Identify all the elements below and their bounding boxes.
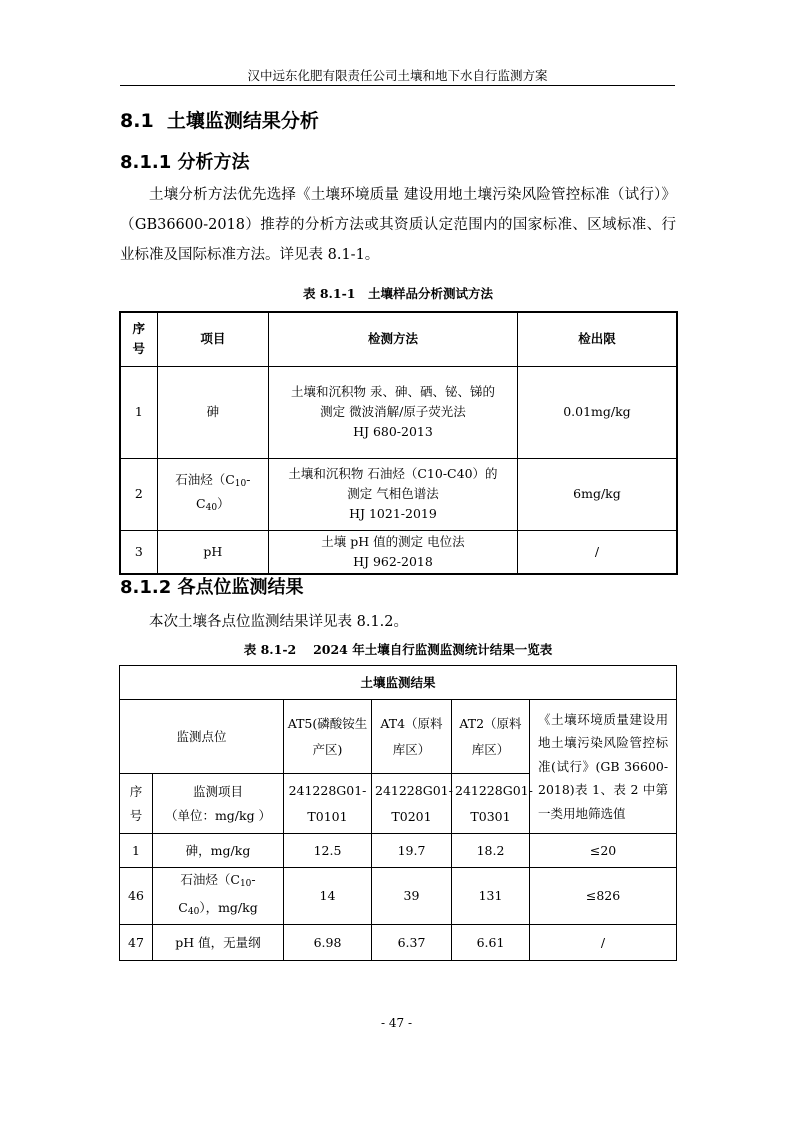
table1-caption: 表 8.1-1 土壤样品分析测试方法 [303,286,493,301]
table-title-row [120,666,677,700]
cell-item: pH [157,530,268,574]
subscript: 10 [234,479,247,489]
monitoring-results-table [119,665,677,961]
method-line: 测定 气相色谱法 [347,486,439,501]
item-text: ） [217,496,230,511]
cell-item: 砷 [157,366,268,458]
paragraph-text: 土壤分析方法优先选择《土壤环境质量 建设用地土壤污染风险管控标准（试行）》（GB36600-2018）推荐的分析方法或其资质认定范围内的国家标准、区域标准、行业标准及国际标准方法。详见表 8.1-1。 [120,187,676,263]
table-title: 土壤监测结果 [120,666,677,700]
table-header-row [120,700,677,774]
sample-id: 241228G01-T0101 [284,774,372,834]
cell-item [157,458,268,530]
item-text: C [178,900,188,915]
section-number: 8.1.1 [120,152,172,173]
header-divider [120,85,675,86]
page-number: - 47 - [380,1016,412,1030]
cell-standard: / [530,925,677,961]
section-heading-8-1 [120,106,319,133]
cell-no: 47 [120,925,153,961]
item-text: C [196,496,206,511]
cell-value: 6.98 [284,925,372,961]
cell-value: 6.37 [372,925,452,961]
results-paragraph [120,607,676,637]
cell-limit: 6mg/kg [517,458,677,530]
item-text: ），mg/kg [199,900,258,915]
item-text: - [246,472,251,487]
section-heading-8-1-1 [120,148,250,174]
cell-limit: 0.01mg/kg [517,366,677,458]
point-at2: AT2（原料库区） [452,700,530,774]
cell-item: pH 值，无量纲 [153,925,284,961]
subscript: 40 [205,503,218,513]
sample-id: 241228G01-T0201 [372,774,452,834]
item-text: - [251,872,256,887]
header-item: 项目 [157,312,268,366]
section-number: 8.1 [120,110,154,132]
cell-method [269,530,518,574]
table-row [120,868,677,925]
cell-no: 1 [120,834,153,868]
cell-value: 12.5 [284,834,372,868]
method-line: 土壤 pH 值的测定 电位法 [321,533,465,549]
sample-id: 241228G01-T0301 [452,774,530,834]
item-text: 石油烃（C [180,872,240,887]
table-row [120,458,677,530]
item-label [153,774,284,834]
cell-method [269,458,518,530]
method-line: 土壤和沉积物 石油烃（C10-C40）的 [288,466,498,481]
section-title: 分析方法 [177,152,250,173]
table-row [120,834,677,868]
table-header-row [120,312,677,366]
header-limit: 检出限 [517,312,677,366]
item-text: 石油烃（C [175,472,235,487]
method-line: HJ 1021-2019 [349,506,437,521]
section-heading-8-1-2 [120,573,304,599]
method-line: HJ 962-2018 [353,553,433,569]
standard-header: 《土壤环境质量建设用地土壤污染风险管控标准(试行》(GB 36600-2018)表 1、表 2 中第一类用地筛选值 [530,700,677,834]
method-line: 测定 微波消解/原子荧光法 [320,404,466,419]
table-row [120,530,677,574]
subscript: 10 [239,879,252,889]
point-label: 监测点位 [120,700,284,774]
cell-no: 2 [120,458,157,530]
cell-limit: / [517,530,677,574]
section-number: 8.1.2 [120,577,172,598]
cell-value: 131 [452,868,530,925]
point-at5: AT5(磷酸铵生产区) [284,700,372,774]
table-row [120,366,677,458]
section-title: 各点位监测结果 [177,577,304,598]
analysis-method-paragraph [120,180,676,270]
cell-no: 1 [120,366,157,458]
header-no: 序号 [120,312,157,366]
subscript: 40 [187,907,200,917]
cell-item: 砷，mg/kg [153,834,284,868]
cell-no: 46 [120,868,153,925]
cell-value: 6.61 [452,925,530,961]
cell-value: 18.2 [452,834,530,868]
cell-item [153,868,284,925]
cell-no: 3 [120,530,157,574]
cell-method [269,366,518,458]
cell-value: 19.7 [372,834,452,868]
method-line: 土壤和沉积物 汞、砷、硒、铋、锑的 [290,384,495,399]
header-method: 检测方法 [269,312,518,366]
method-line: HJ 680-2013 [353,424,433,439]
item-label-line: （单位：mg/kg ） [164,807,272,823]
cell-standard: ≤826 [530,868,677,925]
table-row [120,925,677,961]
point-at4: AT4（原料库区） [372,700,452,774]
section-title: 土壤监测结果分析 [166,110,319,132]
no-label: 序号 [120,774,153,834]
cell-value: 14 [284,868,372,925]
page-header: 汉中远东化肥有限责任公司土壤和地下水自行监测方案 [247,68,548,83]
cell-value: 39 [372,868,452,925]
table2-caption: 表 8.1-2 2024 年土壤自行监测监测统计结果一览表 [243,642,553,657]
item-label-line: 监测项目 [192,783,243,799]
cell-standard: ≤20 [530,834,677,868]
analysis-methods-table [119,311,678,575]
paragraph-text: 本次土壤各点位监测结果详见表 8.1.2。 [149,614,409,630]
